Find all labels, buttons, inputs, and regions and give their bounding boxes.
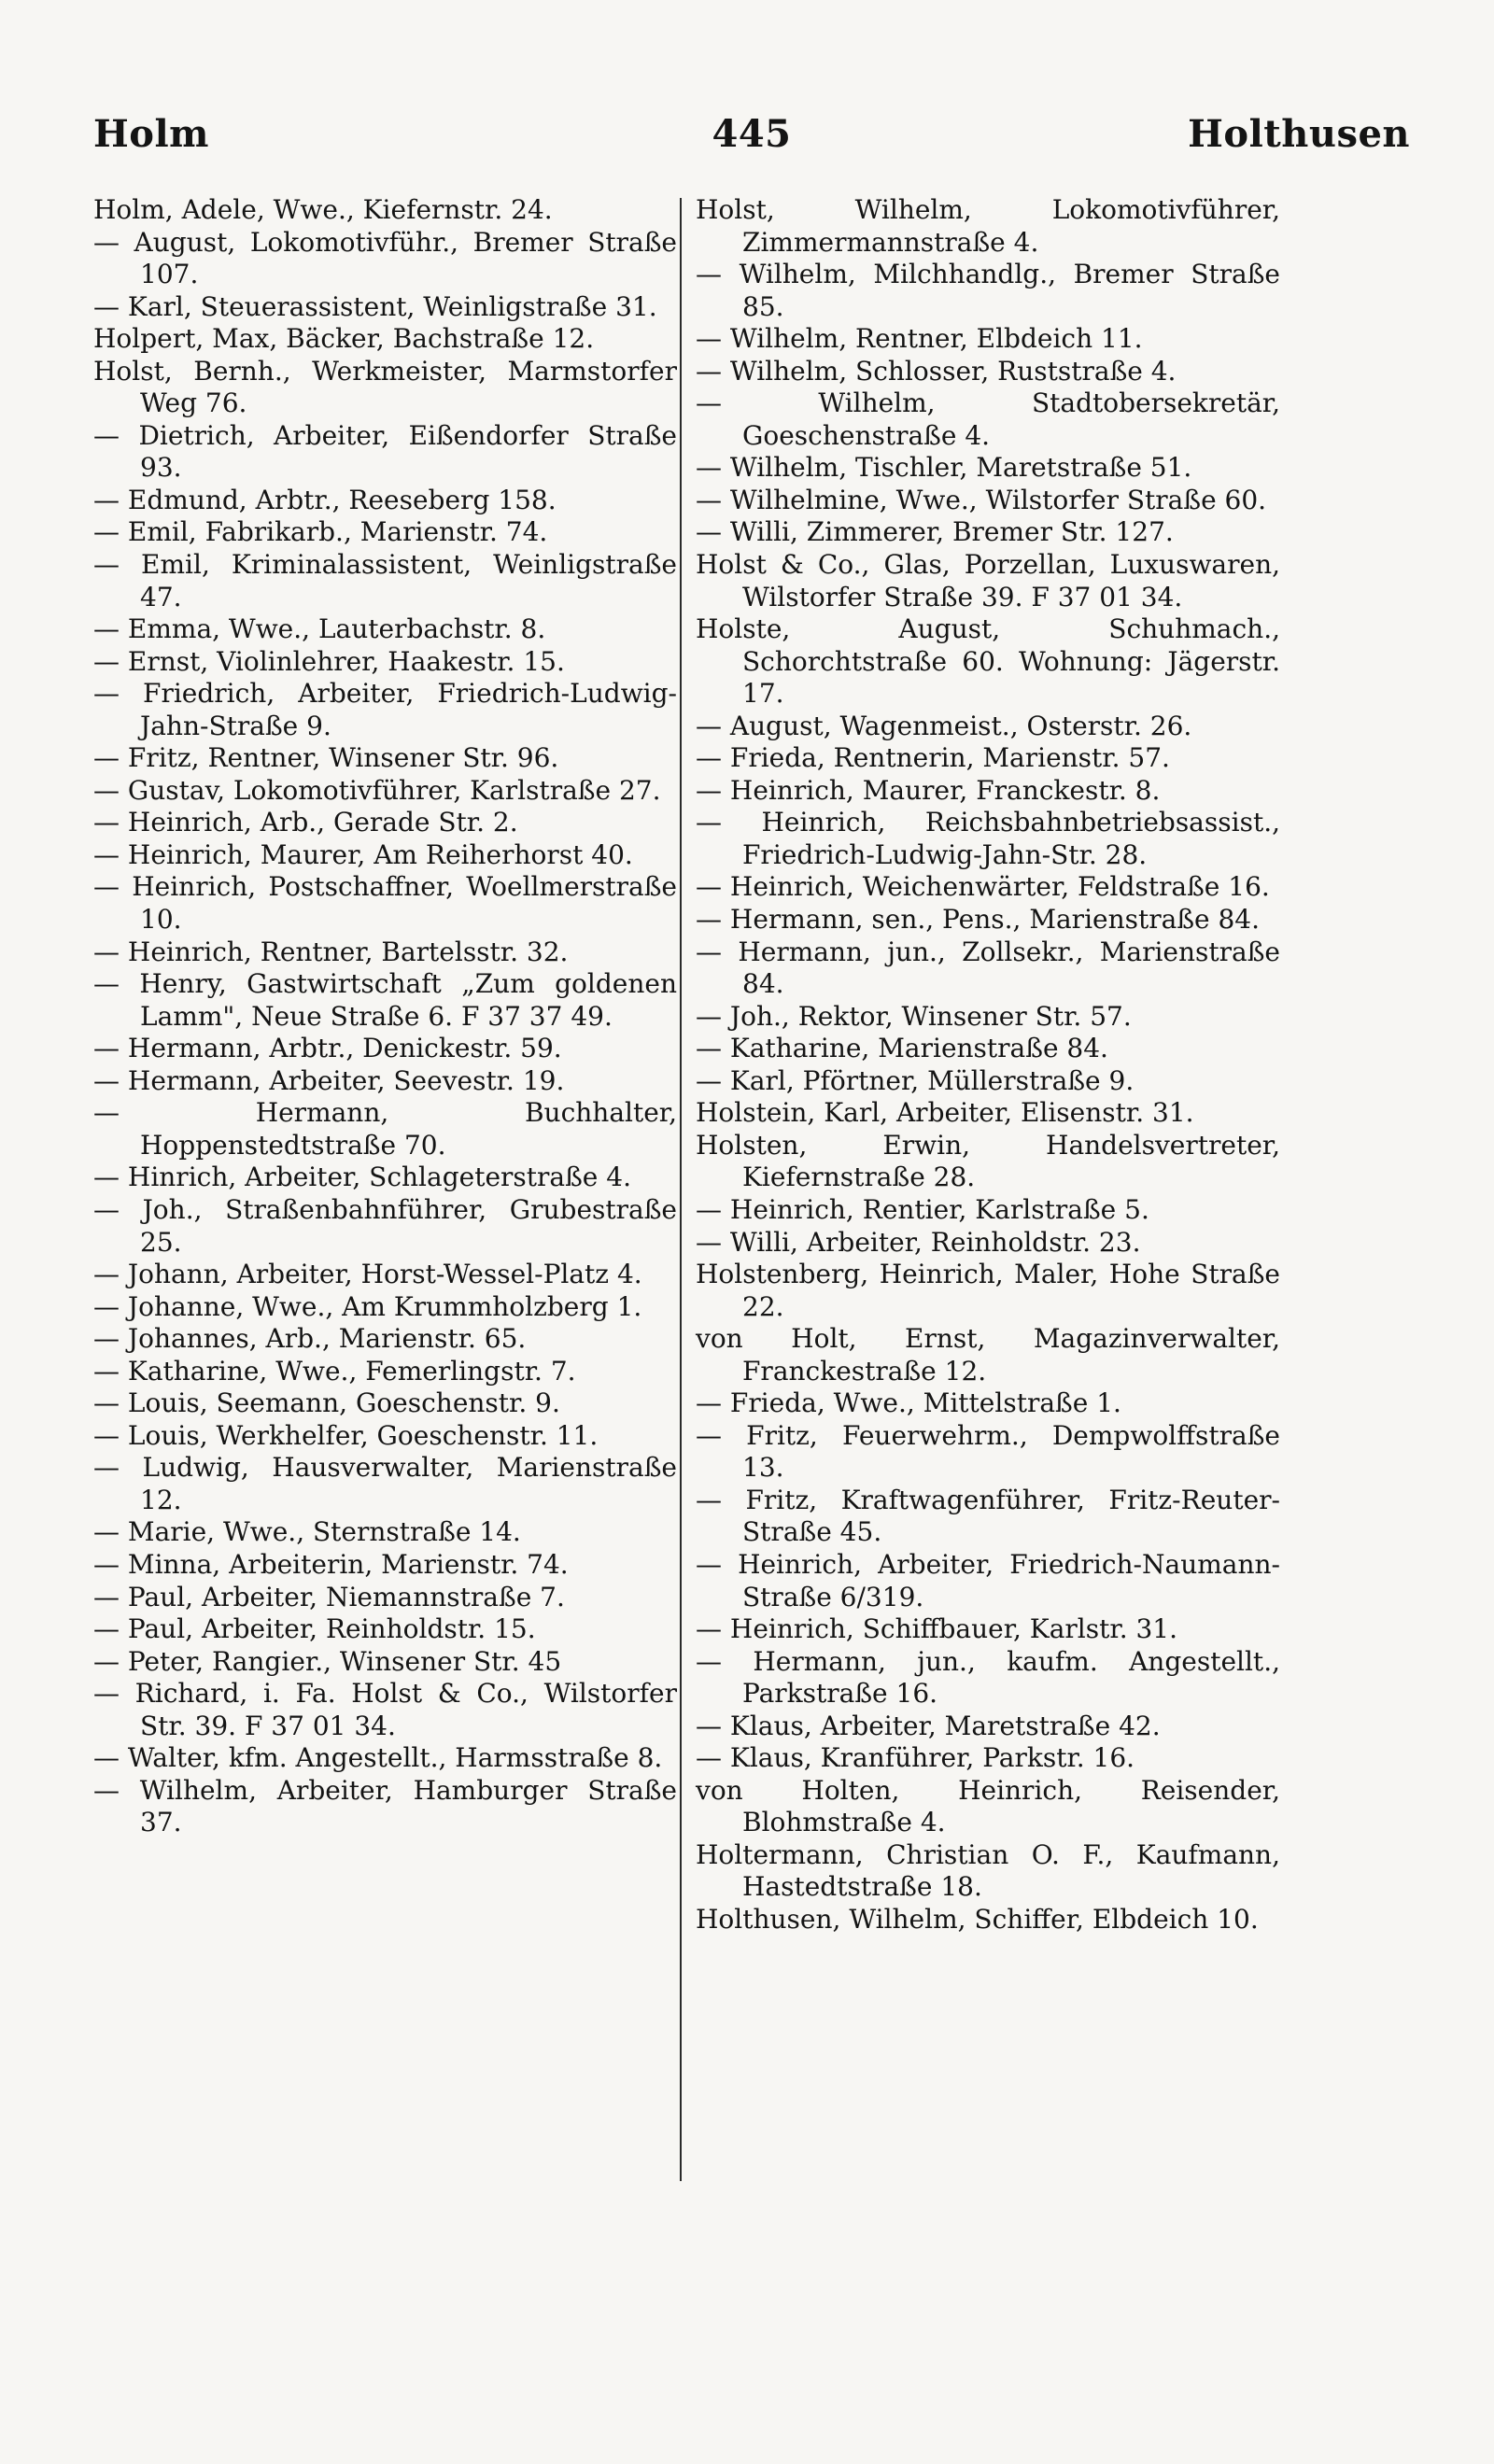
directory-entry: — Ludwig, Hausverwalter, Marienstraße 12. [93, 1452, 677, 1515]
directory-entry: — Wilhelm, Schlosser, Ruststraße 4. [696, 355, 1177, 387]
directory-entry: — Friedrich, Arbeiter, Friedrich-Ludwig-Jahn-Straße 9. [93, 678, 677, 741]
left-column [93, 194, 677, 1839]
directory-entry: — Richard, i. Fa. Holst & Co., Wilstorfer Str. 39. F 37 01 34. [93, 1678, 677, 1741]
directory-entry: — Karl, Pförtner, Müllerstraße 9. [696, 1064, 1135, 1096]
directory-entry: — Joh., Straßenbahnführer, Grubestraße 25. [93, 1193, 677, 1258]
directory-entry: Holstenberg, Heinrich, Maler, Hohe Straße 22. [696, 1259, 1280, 1322]
directory-entry: — Heinrich, Maurer, Franckestr. 8. [696, 774, 1161, 806]
directory-entry: — Joh., Rektor, Winsener Str. 57. [696, 1000, 1132, 1032]
directory-entry: — Fritz, Kraftwagenführer, Fritz-Reuter-Straße 45. [696, 1484, 1280, 1548]
directory-entry: — Fritz, Rentner, Winsener Str. 96. [93, 742, 559, 774]
directory-entry: — Hermann, jun., Zollsekr., Marienstraße 84. [696, 936, 1280, 1000]
directory-entry: — Gustav, Lokomotivführer, Karlstraße 27. [93, 774, 661, 806]
directory-entry: von Holt, Ernst, Magazinverwalter, Franckestraße 12. [696, 1323, 1280, 1387]
directory-entry: — Wilhelmine, Wwe., Wilstorfer Straße 60. [696, 484, 1267, 515]
directory-entry: — Dietrich, Arbeiter, Eißendorfer Straße 93. [93, 419, 677, 484]
directory-entry: — Johann, Arbeiter, Horst-Wessel-Platz 4. [93, 1259, 642, 1290]
directory-entry: — Karl, Steuerassistent, Weinligstraße 31. [93, 290, 657, 322]
directory-entry: — Hermann, Arbeiter, Seevestr. 19. [93, 1064, 565, 1096]
directory-entry: — Emil, Kriminalassistent, Weinligstraße 47. [93, 549, 677, 612]
directory-entry: — Klaus, Arbeiter, Maretstraße 42. [696, 1710, 1161, 1741]
directory-entry: — Frieda, Rentnerin, Marienstr. 57. [696, 742, 1170, 774]
directory-entry: — August, Lokomotivführ., Bremer Straße 107. [93, 226, 677, 290]
directory-entry: — Heinrich, Arbeiter, Friedrich-Naumann-Straße 6/319. [696, 1548, 1280, 1612]
directory-entry: Holthusen, Wilhelm, Schiffer, Elbdeich 10. [696, 1903, 1259, 1935]
directory-entry: — Louis, Werkhelfer, Goeschenstr. 11. [93, 1419, 599, 1451]
directory-entry: — Johanne, Wwe., Am Krummholzberg 1. [93, 1290, 642, 1322]
directory-entry: — Heinrich, Rentner, Bartelsstr. 32. [93, 936, 569, 967]
header-left-keyword: Holm [93, 112, 209, 156]
directory-entry: — Wilhelm, Rentner, Elbdeich 11. [696, 323, 1143, 355]
directory-entry: Holtermann, Christian O. F., Kaufmann, Hastedtstraße 18. [696, 1838, 1280, 1903]
directory-entry: — Willi, Arbeiter, Reinholdstr. 23. [696, 1226, 1141, 1258]
directory-entry: — Wilhelm, Milchhandlg., Bremer Straße 85. [696, 259, 1280, 322]
directory-entry: — Heinrich, Postschaffner, Woellmerstraße 10. [93, 871, 677, 936]
directory-entry: — Heinrich, Weichenwärter, Feldstraße 16. [696, 871, 1270, 903]
directory-entry: — Paul, Arbeiter, Reinholdstr. 15. [93, 1613, 536, 1645]
directory-entry: — Ernst, Violinlehrer, Haakestr. 15. [93, 645, 565, 677]
directory-entry: — Heinrich, Schiffbauer, Karlstr. 31. [696, 1613, 1178, 1645]
directory-entry: — Wilhelm, Stadtobersekretär, Goeschenstraße 4. [696, 387, 1280, 451]
directory-entry: Holm, Adele, Wwe., Kiefernstr. 24. [93, 194, 553, 225]
directory-entry: — Wilhelm, Tischler, Maretstraße 51. [696, 452, 1192, 484]
directory-entry: — Hermann, sen., Pens., Marienstraße 84. [696, 904, 1261, 936]
directory-entry: Holsten, Erwin, Handelsvertreter, Kiefernstraße 28. [696, 1129, 1280, 1193]
header-right-keyword: Holthusen [1188, 112, 1410, 156]
directory-entry: Holste, August, Schuhmach., Schorchtstraße 60. Wohnung: Jägerstr. 17. [696, 613, 1280, 710]
directory-entry: — Klaus, Kranführer, Parkstr. 16. [696, 1742, 1135, 1774]
directory-entry: — August, Wagenmeist., Osterstr. 26. [696, 710, 1192, 741]
page-header [93, 112, 1410, 168]
directory-entry: — Walter, kfm. Angestellt., Harmsstraße 8. [93, 1742, 663, 1774]
directory-entry: — Willi, Zimmerer, Bremer Str. 127. [696, 516, 1174, 548]
directory-entry: — Heinrich, Reichsbahnbetriebsassist., Friedrich-Ludwig-Jahn-Str. 28. [696, 807, 1280, 870]
directory-entry: — Marie, Wwe., Sternstraße 14. [93, 1516, 521, 1548]
directory-entry: Holst & Co., Glas, Porzellan, Luxuswaren, Wilstorfer Straße 39. F 37 01 34. [696, 549, 1280, 612]
directory-entry: — Hermann, jun., kaufm. Angestellt., Parkstraße 16. [696, 1645, 1280, 1710]
directory-entry: — Katharine, Wwe., Femerlingstr. 7. [93, 1355, 576, 1387]
directory-entry: — Fritz, Feuerwehrm., Dempwolffstraße 13. [696, 1419, 1280, 1484]
directory-entry: — Emma, Wwe., Lauterbachstr. 8. [93, 613, 546, 645]
directory-entry: — Edmund, Arbtr., Reeseberg 158. [93, 484, 557, 515]
directory-entry: — Hermann, Buchhalter, Hoppenstedtstraße 70. [93, 1097, 677, 1161]
directory-entry: — Louis, Seemann, Goeschenstr. 9. [93, 1387, 560, 1419]
directory-entry: — Heinrich, Maurer, Am Reiherhorst 40. [93, 838, 633, 870]
directory-entry: — Katharine, Marienstraße 84. [696, 1033, 1108, 1064]
directory-entry: Holstein, Karl, Arbeiter, Elisenstr. 31. [696, 1097, 1194, 1129]
directory-entry: — Emil, Fabrikarb., Marienstr. 74. [93, 516, 548, 548]
directory-entry: Holst, Bernh., Werkmeister, Marmstorfer Weg 76. [93, 355, 677, 419]
directory-entry: — Henry, Gastwirtschaft „Zum goldenen Lamm", Neue Straße 6. F 37 37 49. [93, 968, 677, 1032]
directory-entry: — Paul, Arbeiter, Niemannstraße 7. [93, 1581, 565, 1612]
directory-entry: — Hermann, Arbtr., Denickestr. 59. [93, 1033, 562, 1064]
directory-entry: — Hinrich, Arbeiter, Schlageterstraße 4. [93, 1162, 631, 1193]
directory-entry: — Minna, Arbeiterin, Marienstr. 74. [93, 1548, 569, 1580]
directory-entry: — Frieda, Wwe., Mittelstraße 1. [696, 1387, 1121, 1419]
directory-entry: — Wilhelm, Arbeiter, Hamburger Straße 37. [93, 1774, 677, 1838]
directory-entry: — Johannes, Arb., Marienstr. 65. [93, 1323, 527, 1355]
right-column [696, 194, 1280, 1936]
directory-entry: Holpert, Max, Bäcker, Bachstraße 12. [93, 323, 595, 355]
directory-entry: Holst, Wilhelm, Lokomotivführer, Zimmermannstraße 4. [696, 194, 1280, 258]
directory-entry: — Heinrich, Rentier, Karlstraße 5. [696, 1193, 1149, 1225]
column-divider [680, 198, 682, 2181]
page-number: 445 [712, 112, 792, 156]
directory-entry: von Holten, Heinrich, Reisender, Blohmstraße 4. [696, 1774, 1280, 1838]
directory-entry: — Heinrich, Arb., Gerade Str. 2. [93, 807, 518, 838]
directory-entry: — Peter, Rangier., Winsener Str. 45 [93, 1645, 562, 1677]
